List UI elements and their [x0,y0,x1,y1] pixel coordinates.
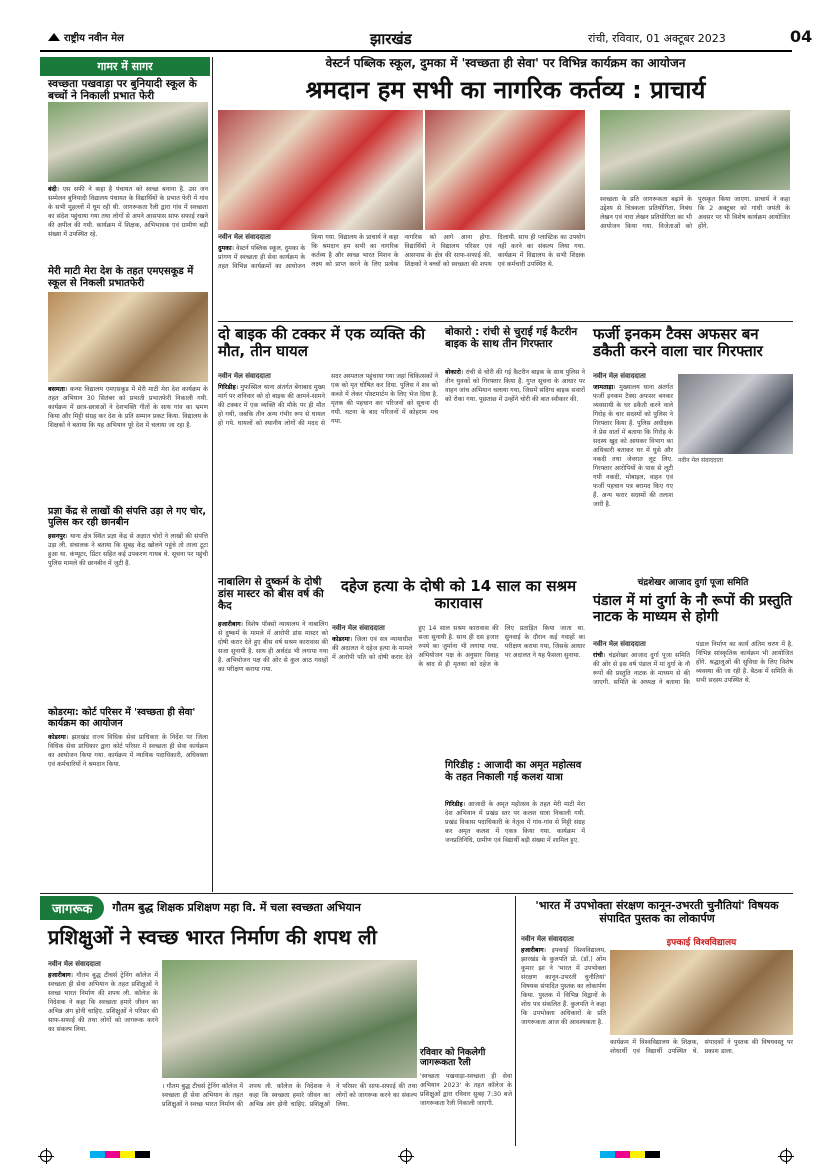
main-story-body-cont: स्वच्छता के प्रति जागरूकता बढ़ाने के उद्देश्य से चित्रकला प्रतियोगिता, निबंध लेखन एवं नारा लेखन प्रतियोगिता का भी आयोजन किया गया. विजेताओं को पुरस्कृत किया जाएगा. प्राचार्य ने कहा कि 2 अक्टूबर को गांधी जयंती के अवसर पर भी विशेष कार्यक्रम आयोजित होंगे. [600,196,790,230]
durga-subhead: चंद्रशेखर आजाद दुर्गा पूजा समिति [637,578,749,588]
story2-photo [48,292,208,382]
bottom-left-body: नवीन मेल संवाददाता हजारीबाग। गौतम बुद्ध टीचर्स ट्रेनिंग कॉलेज में स्वच्छता ही सेवा अभियान के तहत प्रशिक्षुओं ने स्वच्छ भारत निर्माण की शपथ ली. कॉलेज के निदेशक ने कहा कि स्वच्छता हमारे जीवन का अभिन्न अंग होनी चाहिए. प्रशिक्षुओं ने परिसर की साफ-सफाई की तथा लोगों को जागरूक करने का संकल्प लिया. [48,960,158,1033]
main-photo-2 [425,110,585,230]
main-photo-1 [218,110,423,230]
dowry-body: नवीन मेल संवाददाता कोडरमा। जिला एवं सत्र न्यायाधीश की अदालत ने दहेज हत्या के मामले में आरोपी पति को दोषी करार देते हुए 14 साल सश्रम कारावास की सजा सुनायी है. साथ ही दस हजार रुपये का जुर्माना भी लगाया गया. अभियोजन पक्ष के अनुसार विवाह के बाद से ही मृतका को दहेज के लिए प्रताड़ित किया जाता था. सुनवाई के दौरान कई गवाहों का परीक्षण कराया गया, जिसके आधार पर अदालत ने यह फैसला सुनाया. [332,624,585,668]
issue-date: रांची, रविवार, 01 अक्टूबर 2023 [588,32,726,45]
minor-headline: नाबालिग से दुष्कर्म के दोषी डांस मास्टर को बीस वर्ष की कैद [218,576,324,613]
story2-headline: मेरी माटी मेरा देश के तहत एमएसकूड में स्कूल से निकली प्रभातफेरी [48,266,194,289]
main-kicker: वेस्टर्न पब्लिक स्कूल, दुमका में 'स्वच्छता ही सेवा' पर विभिन्न कार्यक्रम का आयोजन [325,56,686,70]
book-body-cont: कार्यक्रम में विश्वविद्यालय के शिक्षक, शोधार्थी एवं विद्यार्थी उपस्थित थे. संपादकों ने पुस्तक की विषयवस्तु पर प्रकाश डाला. [610,1039,793,1055]
section-title: झारखंड [370,30,412,48]
giridih-headline: गिरिडीह : आजादी का अमृत महोत्सव के तहत निकाली गई कलश यात्रा [445,760,582,783]
tax-body: नवीन मेल संवाददाता जामताड़ा। मुख्यालय थाना अंतर्गत फर्जी इनकम टैक्स अफसर बनकर व्यवसायी के घर डकैती करने वाले गिरोह के चार सदस्यों को पुलिस ने गिरफ्तार किया है. पुलिस अधीक्षक ने प्रेस वार्ता में बताया कि गिरोह के सदस्य खुद को आयकर विभाग का अधिकारी बताकर घर में घुसे और नकदी तथा जेवरात लूट लिए. गिरफ्तार आरोपियों के पास से लूटी गयी नकदी, मोबाइल, वाहन एवं फर्जी पहचान पत्र बरामद किए गए हैं. अन्य फरार सदस्यों की तलाश जारी है. [593,372,673,508]
main-photo-3 [600,110,790,190]
dowry-headline: दहेज हत्या के दोषी को 14 साल का सश्रम कारावास [340,577,577,613]
accident-body: नवीन मेल संवाददाता गिरिडीह। मुफस्सिल थाना अंतर्गत बेंगाबाद मुख्य मार्ग पर शनिवार को दो बाइक की आमने-सामने की टक्कर में एक व्यक्ति की मौके पर ही मौत हो गयी, जबकि तीन अन्य गंभीर रूप से घायल हो गये. घायलों को स्थानीय लोगों की मदद से सदर अस्पताल पहुंचाया गया जहां चिकित्सकों ने एक को मृत घोषित कर दिया. पुलिस ने शव को कब्जे में लेकर पोस्टमार्टम के लिए भेज दिया है. मृतक की पहचान कर परिजनों को सूचना दी गयी. घटना के बाद परिजनों में कोहराम मच गया. [218,372,438,427]
main-headline-box: श्रमदान हम सभी का नागरिक कर्तव्य : प्राचार्य [305,76,706,105]
masthead [0,0,827,52]
bottom-left-body-cont: । गौतम बुद्ध टीचर्स ट्रेनिंग कॉलेज में स्वच्छता ही सेवा अभियान के तहत प्रशिक्षुओं ने स्वच्छ भारत निर्माण की शपथ ली. कॉलेज के निदेशक ने कहा कि स्वच्छता हमारे जीवन का अभिन्न अंग होनी चाहिए. प्रशिक्षुओं ने परिसर की साफ-सफाई की तथा लोगों को जागरूक करने का संकल्प लिया. [162,1083,417,1108]
giridih-body: गिरिडीह। आजादी के अमृत महोत्सव के तहत मेरी माटी मेरा देश अभियान में प्रखंड स्तर पर कलश यात्रा निकाली गयी. प्रखंड विकास पदाधिकारी के नेतृत्व में गांव-गांव से मिट्टी संग्रह कर अमृत कलश में एकत्र किया गया. कार्यक्रम में जनप्रतिनिधि, ग्रामीण एवं विद्यार्थी बड़ी संख्या में शामिल हुए. [445,801,585,844]
bokaro-body: बोकारो। रांची से चोरी की गई कैटरीन बाइक के साथ पुलिस ने तीन युवकों को गिरफ्तार किया है. गुप्त सूचना के आधार पर वाहन जांच अभियान चलाया गया, जिसमें संदिग्ध बाइक सवारों को रोका गया. पूछताछ में उन्होंने चोरी की बात स्वीकार की. [445,369,585,403]
color-bar [90,1151,150,1158]
bottom-left-kicker-row: जागरूक गौतम बुद्ध शिक्षक प्रशिक्षण महा वि. में चला स्वच्छता अभियान [40,896,510,920]
tax-headline: फर्जी इनकम टैक्स अफसर बन डकैती करने वाला चार गिरफ्तार [593,325,763,361]
story4-headline: कोडरमा: कोर्ट परिसर में 'स्वच्छता ही सेवा' कार्यक्रम का आयोजन [48,707,196,729]
story3-body: हसनपुर। थाना क्षेत्र स्थित प्रज्ञा केंद्र से अज्ञात चोरों ने लाखों की संपत्ति उड़ा ली. संचालक ने बताया कि सुबह केंद्र खोलने पहुंचे तो ताला टूटा हुआ था. कंप्यूटर, प्रिंटर सहित कई उपकरण गायब थे. सूचना पर पहुंची पुलिस मामले की छानबीन में जुटी है. [48,533,208,567]
left-section-bar: गामर में सागर [40,57,210,79]
book-photo [610,950,793,1035]
main-story-body: नवीन मेल संवाददाता दुमका। वेस्टर्न पब्लिक स्कूल, दुमका के प्रांगण में स्वच्छता ही सेवा कार्यक्रम के तहत विभिन्न कार्यक्रमों का आयोजन किया गया. विद्यालय के प्राचार्य ने कहा कि श्रमदान हम सभी का नागरिक कर्तव्य है और स्वच्छ भारत मिशन के लक्ष्य को प्राप्त करने के लिए प्रत्येक नागरिक को आगे आना होगा. विद्यार्थियों ने विद्यालय परिसर एवं आसपास के क्षेत्र की साफ-सफाई की. शिक्षकों ने बच्चों को स्वच्छता की शपथ दिलायी. साथ ही प्लास्टिक का उपयोग नहीं करने का संकल्प लिया गया. कार्यक्रम में विद्यालय के सभी शिक्षक एवं कर्मचारी उपस्थित थे. [218,233,585,270]
book-headline: 'भारत में उपभोक्ता संरक्षण कानून-उभरती चुनौतियां' विषयक संपादित पुस्तक का लोकार्पण [535,899,779,925]
story4-body: कोडरमा। झारखंड राज्य विधिक सेवा प्राधिकार के निर्देश पर जिला विधिक सेवा प्राधिकार द्वारा कोर्ट परिसर में स्वच्छता ही सेवा कार्यक्रम का आयोजन किया गया. कार्यक्रम में न्यायिक पदाधिकारी, अधिवक्ता एवं कर्मचारियों ने श्रमदान किया. [48,734,208,768]
minor-body: हजारीबाग। विशेष पॉक्सो न्यायालय ने नाबालिग से दुष्कर्म के मामले में आरोपी डांस मास्टर को दोषी करार देते हुए बीस वर्ष सश्रम कारावास की सजा सुनायी है. साथ ही अर्थदंड भी लगाया गया है. अभियोजन पक्ष की ओर से कुल आठ गवाहों का परीक्षण कराया गया. [218,621,328,673]
story1-headline: स्वच्छता पखवाड़ा पर बुनियादी स्कूल के बच्चों ने निकाली प्रभात फेरी [48,78,197,103]
registration-mark [400,1150,412,1162]
story2-body: बसमता। कन्या विद्यालय एमएसकूड में मेरी माटी मेरा देश कार्यक्रम के तहत अभियान 30 सितंबर को प्रभाती प्रभातफेरी निकाली गयी. कार्यक्रम में छात्र-छात्राओं ने देशभक्ति गीतों के साथ गांव का भ्रमण किया और मिट्टी संग्रह कर देश के प्रति सम्मान प्रकट किया. विद्यालय के शिक्षकों ने बताया कि यह अभियान पूरे देश में चलाया जा रहा है. [48,386,208,429]
durga-body: नवीन मेल संवाददाता रांची। चंद्रशेखर आजाद दुर्गा पूजा समिति की ओर से इस वर्ष पंडाल में मां दुर्गा के नौ रूपों की प्रस्तुति नाटक के माध्यम से की जाएगी. समिति के अध्यक्ष ने बताया कि पंडाल निर्माण का कार्य अंतिम चरण में है. विभिन्न सांस्कृतिक कार्यक्रम भी आयोजित होंगे. श्रद्धालुओं की सुविधा के लिए विशेष व्यवस्था की जा रही है. बैठक में समिति के सभी सदस्य उपस्थित थे. [593,640,793,686]
story1-body: बंदी। एस सफी ने कहा है पंचायत को स्वच्छ बनाना है. उस जन सम्मेलन बुनियादी विद्यालय पंचायत के विद्यार्थियों के प्रभात फेरी में गांव के सभी मुहल्लों में घूम रही थी. जागरूकता रैली द्वारा गांव में स्वच्छता का संदेश पहुंचाया गया तथा लोगों से अपने आसपास साफ सफाई रखने की अपील की गयी. कार्यक्रम में शिक्षक, अभिभावक एवं ग्रामीण बड़ी संख्या में उपस्थित रहे. [48,186,208,238]
registration-mark [780,1150,792,1162]
tax-photo-caption: नवीन मेल संवाददाता [678,457,723,464]
bottom-left-headline: प्रशिक्षुओं ने स्वच्छ भारत निर्माण की शपथ ली [48,925,377,949]
bottom-left-photo [162,960,417,1078]
bokaro-headline: बोकारो : रांची से चुराई गई कैटरीन बाइक के साथ तीन गिरफ्तार [445,326,578,351]
book-body: नवीन मेल संवाददाता हजारीबाग। इफ्काई विश्वविद्यालय, झारखंड के कुलपति प्रो. (डॉ.) ओम कुमार झा ने 'भारत में उपभोक्ता संरक्षण कानून-उभरती चुनौतियां' विषयक संपादित पुस्तक का लोकार्पण किया. पुस्तक में विभिन्न विद्वानों के शोध पत्र संकलित हैं. कुलपति ने कहा कि उपभोक्ता अधिकारों के प्रति जागरूकता आज की आवश्यकता है. [521,935,606,1026]
tax-photo [678,374,793,454]
bottom-rule [40,893,793,894]
newspaper-logo: राष्ट्रीय नवीन मेल [48,30,124,44]
rally-headline: रविवार को निकलेगी जागरूकता रैली [420,1048,486,1069]
book-photo-label: इफ्काई विश्वविद्यालय [666,938,737,948]
bird-icon [48,33,60,41]
bottom-divider [515,896,516,1146]
accident-headline: दो बाइक की टक्कर में एक व्यक्ति की मौत, तीन घायल [218,325,426,361]
masthead-rule [40,50,792,52]
section-rule [218,321,793,322]
color-bar [600,1151,660,1158]
rally-body: 'स्वच्छता पखवाड़ा-स्वच्छता ही सेवा अभियान 2023' के तहत कॉलेज के प्रशिक्षुओं द्वारा रविवार सुबह 7:30 बजे जागरूकता रैली निकाली जाएगी. [420,1073,512,1107]
page-number: 04 [790,27,813,46]
kicker-badge: जागरूक [40,896,104,920]
story1-photo [48,102,208,182]
registration-mark [40,1150,52,1162]
durga-headline: पंडाल में मां दुर्गा के नौ रूपों की प्रस्तुति नाटक के माध्यम से होगी [593,593,792,626]
column-divider [212,57,213,892]
story3-headline: प्रज्ञा केंद्र से लाखों की संपत्ति उड़ा ले गए चोर, पुलिस कर रही छानबीन [48,506,206,528]
